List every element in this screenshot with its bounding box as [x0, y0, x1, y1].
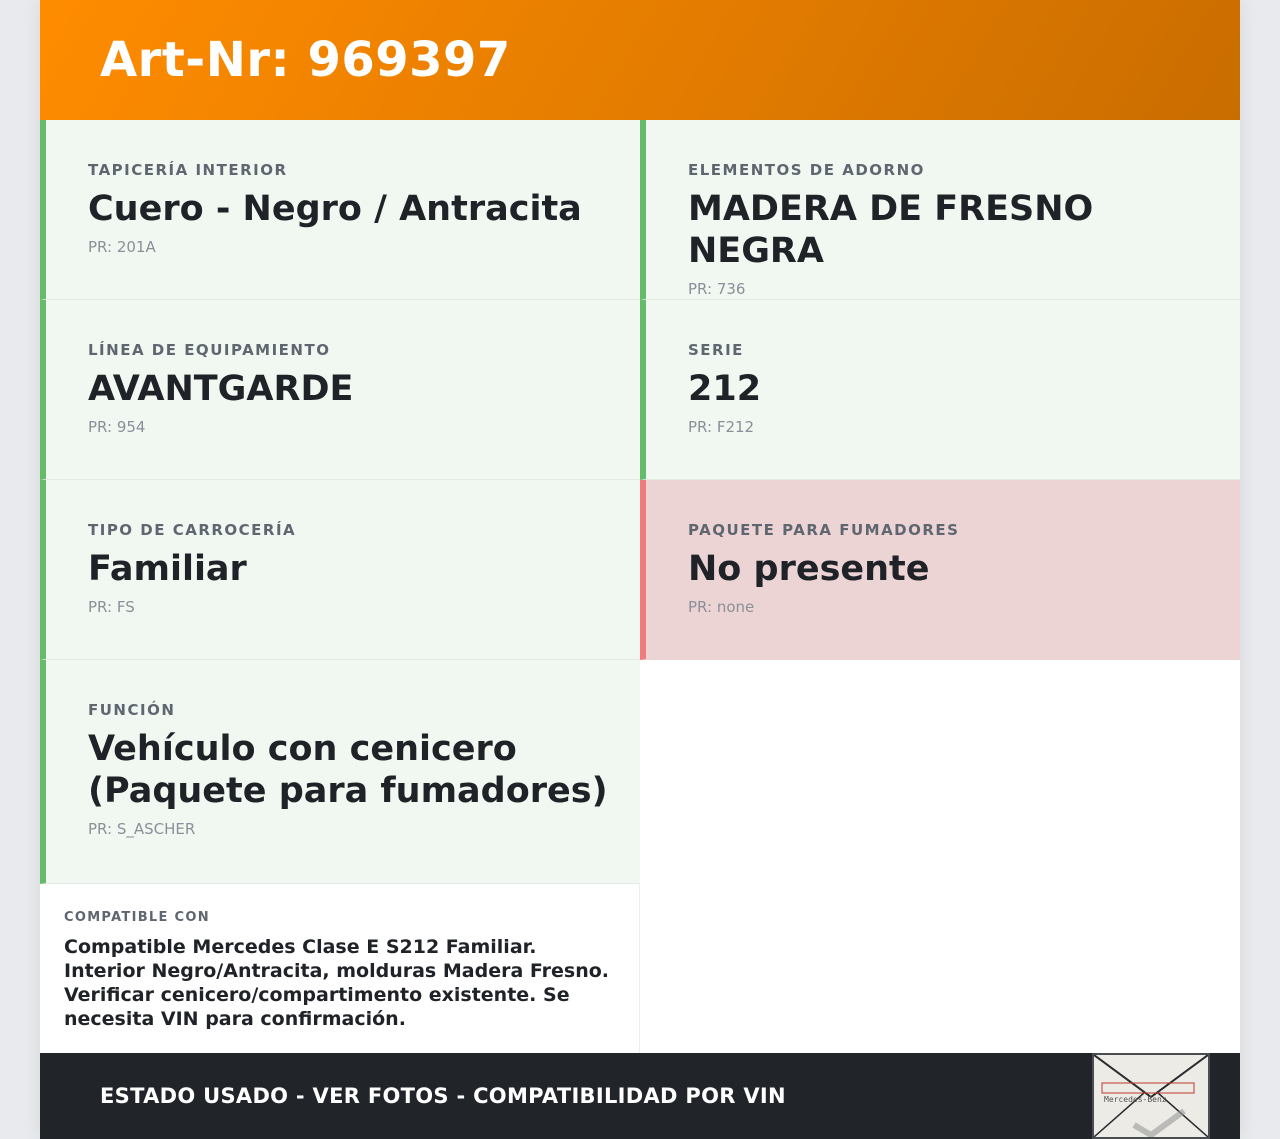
footer-status-text: ESTADO USADO - VER FOTOS - COMPATIBILIDAD POR VIN: [100, 1084, 786, 1108]
attribute-card-series: [640, 300, 1240, 480]
article-number-title: Art-Nr: 969397: [100, 32, 511, 88]
product-sheet: [40, 0, 1240, 1139]
attribute-label: ELEMENTOS DE ADORNO: [688, 161, 925, 179]
attribute-card-smoker-package: [640, 480, 1240, 660]
attribute-value: MADERA DE FRESNO NEGRA: [688, 189, 1094, 271]
attribute-pr-code: PR: FS: [88, 598, 135, 616]
attribute-pr-code: PR: 201A: [88, 238, 156, 256]
attribute-card-function: [40, 660, 640, 884]
envelope-icon: [1094, 1055, 1208, 1137]
attribute-value: Familiar: [88, 549, 247, 589]
envelope-thumbnail-image[interactable]: [1092, 1053, 1210, 1139]
thumbnail-caption: Mercedes-Benz: [1104, 1095, 1167, 1104]
attribute-card-trim: [640, 120, 1240, 300]
attribute-pr-code: PR: 736: [688, 280, 746, 298]
attribute-value: Vehículo con cenicero (Paquete para fumadores): [88, 729, 608, 811]
compatibility-section: [40, 884, 640, 1053]
attribute-label: TIPO DE CARROCERÍA: [88, 521, 297, 539]
attribute-pr-code: PR: 954: [88, 418, 146, 436]
attribute-card-equipment-line: [40, 300, 640, 480]
compatibility-label: COMPATIBLE CON: [64, 910, 210, 925]
attribute-card-body-type: [40, 480, 640, 660]
attribute-value: No presente: [688, 549, 930, 589]
attribute-label: SERIE: [688, 341, 744, 359]
attribute-label: LÍNEA DE EQUIPAMIENTO: [88, 341, 331, 359]
attribute-value: 212: [688, 369, 762, 409]
compatibility-text: Compatible Mercedes Clase E S212 Familiar. Interior Negro/Antracita, molduras Madera Fresno. Verificar cenicero/compartimento existente. Se necesita VIN para confirmación.: [64, 936, 610, 1030]
footer-bar: [40, 1053, 1240, 1139]
attribute-grid: [40, 120, 1240, 884]
attribute-label: TAPICERÍA INTERIOR: [88, 161, 288, 179]
attribute-value: AVANTGARDE: [88, 369, 354, 409]
attribute-pr-code: PR: none: [688, 598, 755, 616]
attribute-label: PAQUETE PARA FUMADORES: [688, 521, 960, 539]
header-bar: [40, 0, 1240, 120]
attribute-label: FUNCIÓN: [88, 701, 176, 719]
attribute-pr-code: PR: S_ASCHER: [88, 820, 196, 838]
attribute-value: Cuero - Negro / Antracita: [88, 189, 582, 229]
empty-grid-cell: [640, 660, 1240, 884]
attribute-pr-code: PR: F212: [688, 418, 755, 436]
attribute-card-upholstery: [40, 120, 640, 300]
